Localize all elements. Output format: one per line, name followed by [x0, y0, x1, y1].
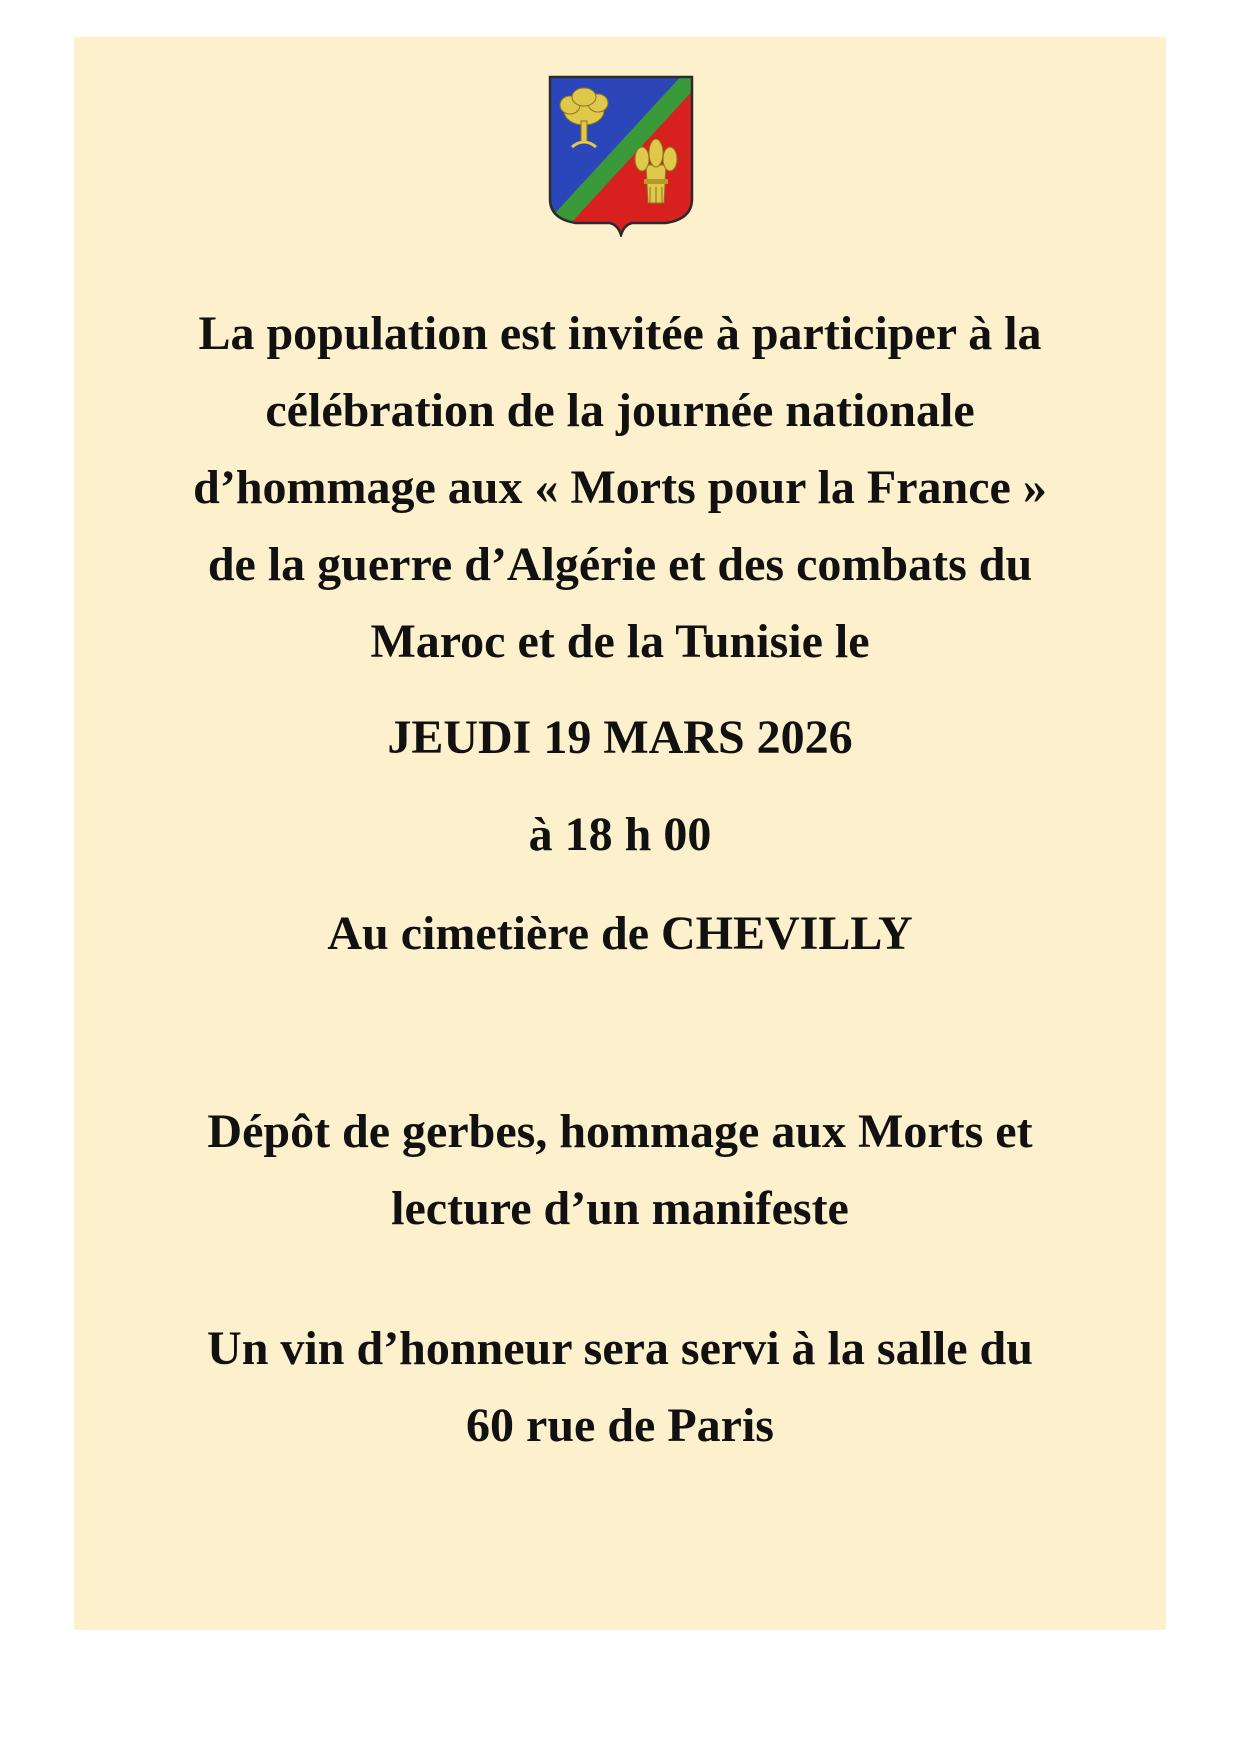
- program-line: lecture d’un manifeste: [391, 1182, 849, 1235]
- invitation-line: d’hommage aux « Morts pour la France »: [193, 461, 1047, 514]
- reception-info: [74, 1310, 1166, 1464]
- event-time: à 18 h 00: [528, 808, 712, 861]
- event-date: JEUDI 19 MARS 2026: [387, 711, 853, 764]
- invitation-text: [74, 295, 1166, 680]
- ceremony-program: [74, 1093, 1166, 1247]
- invitation-line: célébration de la journée nationale: [265, 384, 975, 437]
- invitation-line: de la guerre d’Algérie et des combats du: [207, 538, 1033, 591]
- invitation-line: La population est invitée à participer à la: [198, 307, 1042, 360]
- reception-line: 60 rue de Paris: [466, 1399, 774, 1452]
- program-line: Dépôt de gerbes, hommage aux Morts et: [207, 1105, 1033, 1158]
- invitation-line: Maroc et de la Tunisie le: [370, 615, 870, 668]
- town-coat-of-arms: [546, 73, 696, 237]
- event-location: Au cimetière de CHEVILLY: [327, 907, 913, 960]
- reception-line: Un vin d’honneur sera servi à la salle du: [207, 1322, 1033, 1375]
